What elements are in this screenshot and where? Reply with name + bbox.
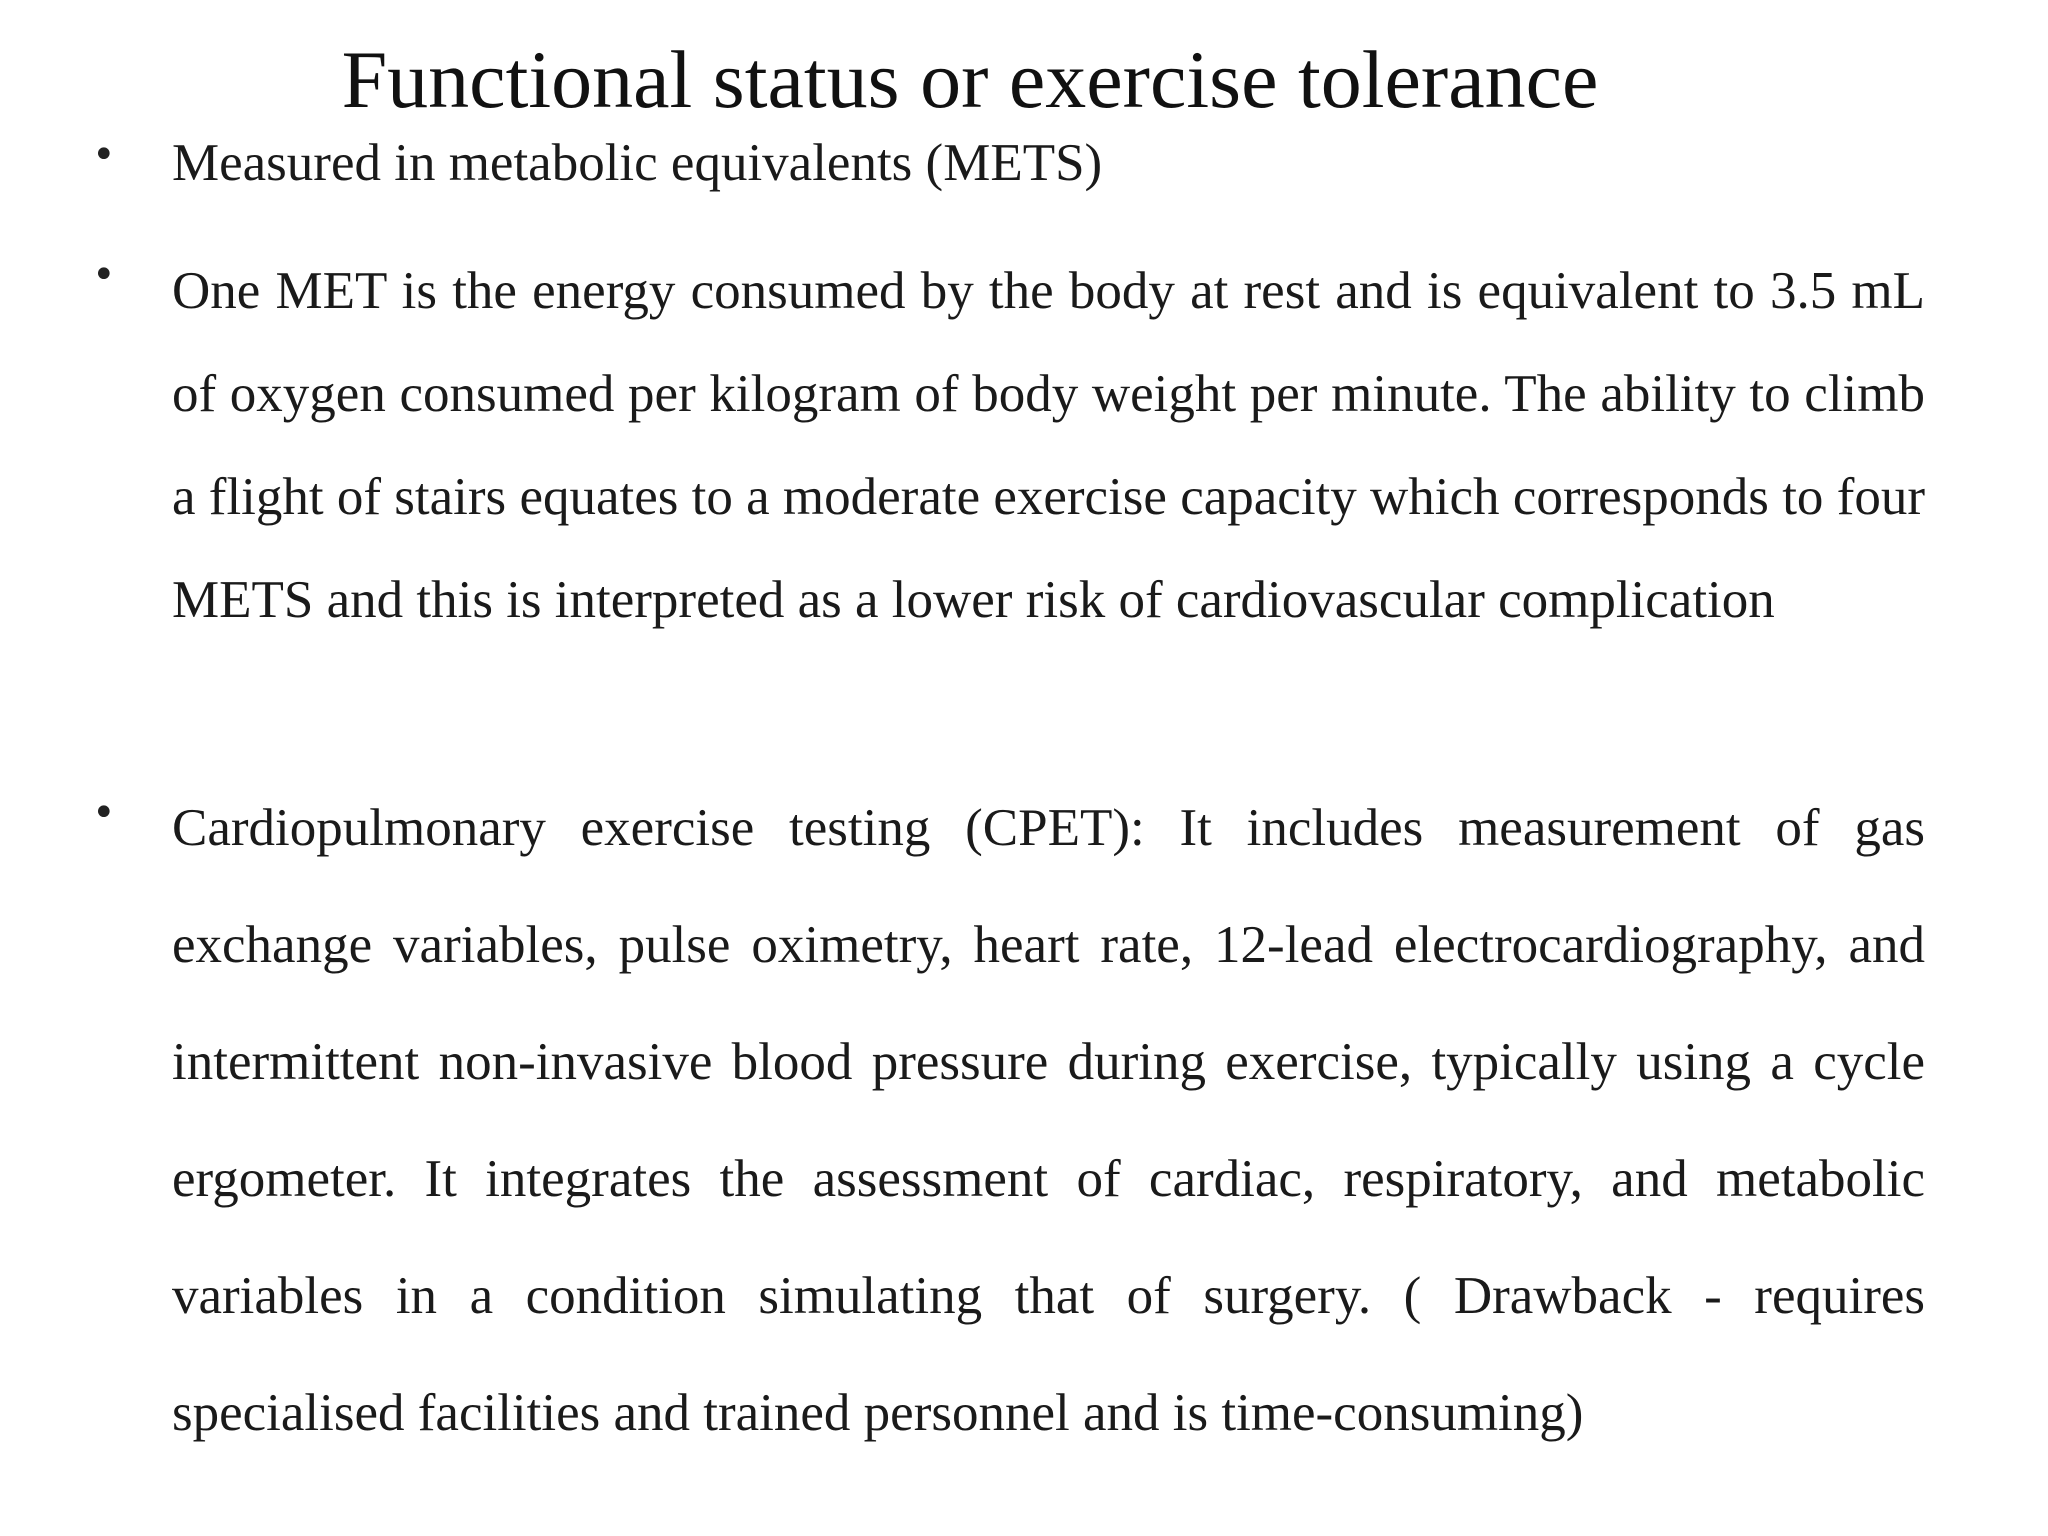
bullet-text: Measured in metabolic equivalents (METS) — [172, 134, 1103, 192]
bullet-marker: • — [92, 252, 116, 298]
bullet-marker: • — [92, 132, 116, 178]
slide-title: Functional status or exercise tolerance — [341, 34, 1599, 125]
bullet-text: One MET is the energy consumed by the body at rest and is equivalent to 3.5 mL of oxygen consumed per kilogram of body weight per minute. The ability to climb a flight of stairs equates to a moderate exercise capacity which corresponds to four METS and this is interpreted as a lower risk of cardiovascular complication — [172, 262, 1925, 629]
bullet-text: Cardiopulmonary exercise testing (CPET): It includes measurement of gas exchange variables, pulse oximetry, heart rate, 12-lead electrocardiography, and intermittent non-invasive blood pressure during exercise, typically using a cycle ergometer. It integrates the assessment of cardiac, respiratory, and metabolic variables in a condition simulating that of surgery. ( Drawback - requires specialised facilities and trained personnel and is time-consuming) — [172, 799, 1925, 1442]
bullet-marker: • — [92, 790, 116, 836]
